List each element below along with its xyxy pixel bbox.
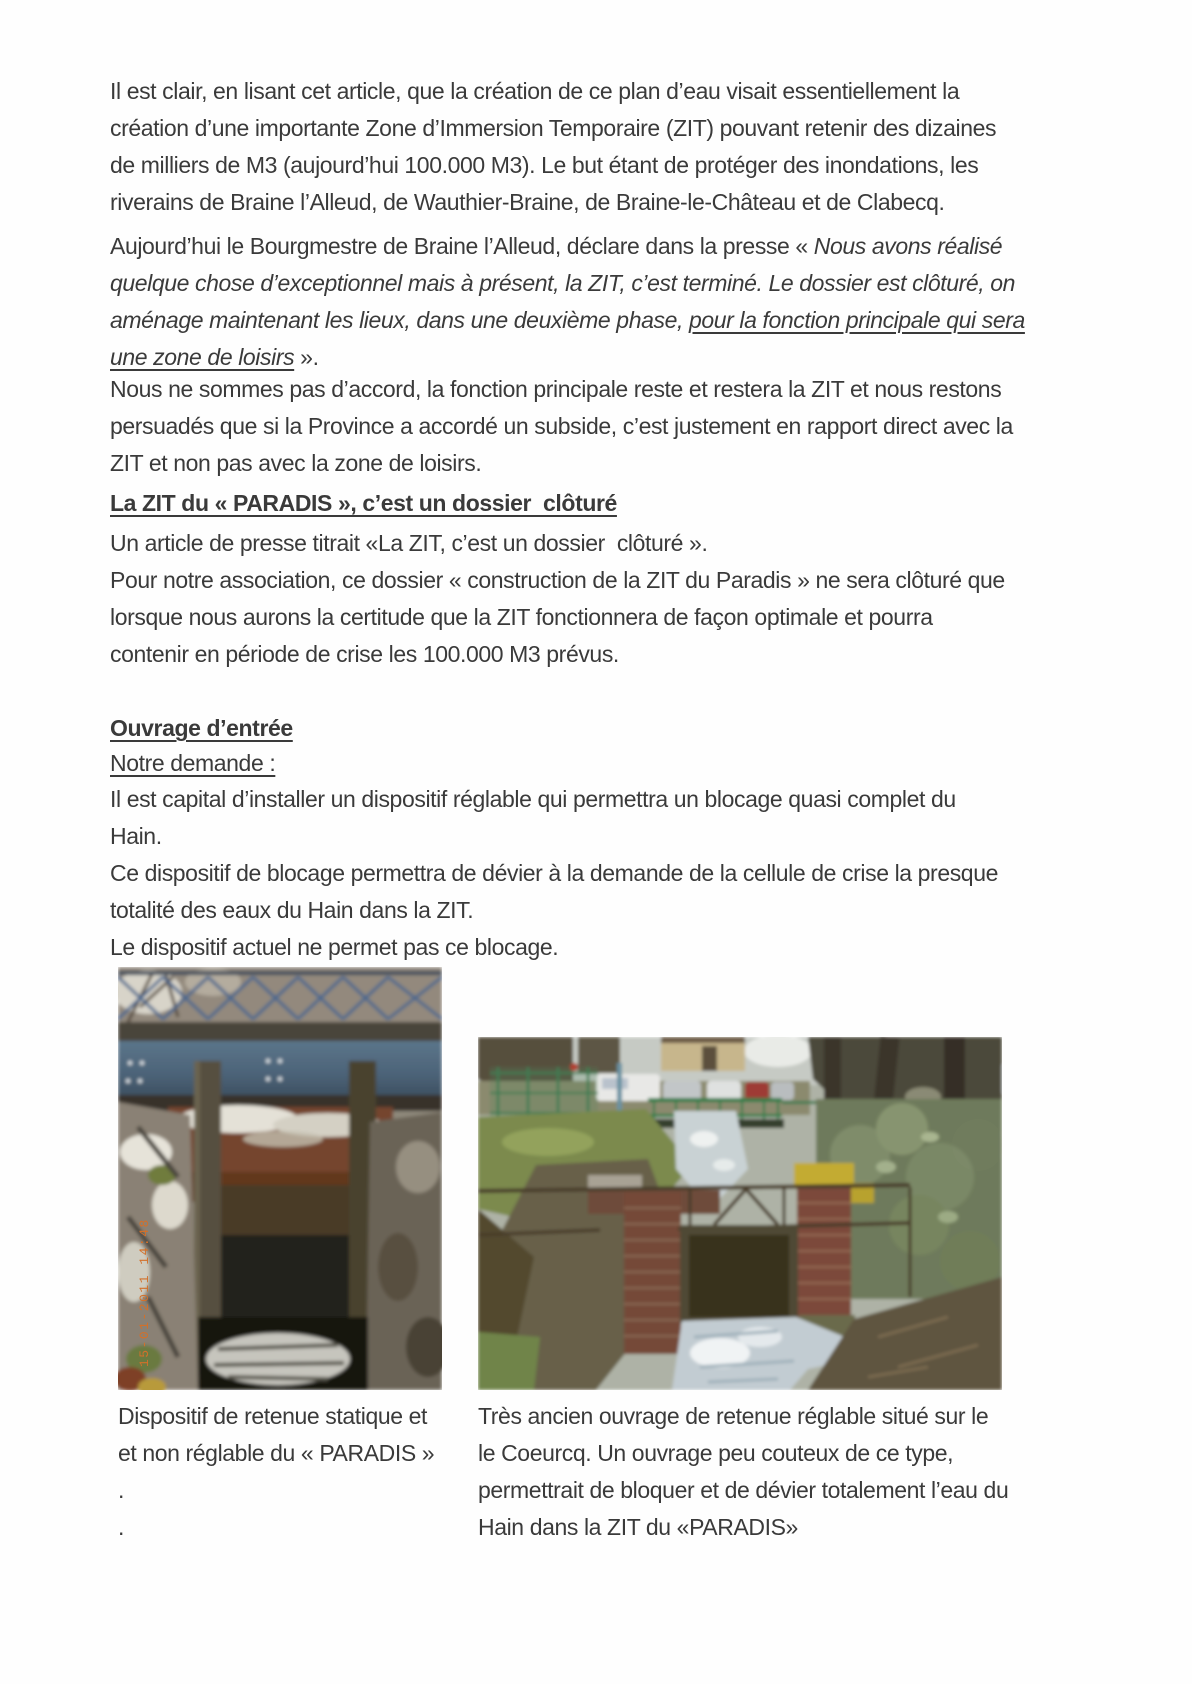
quote-italic-text: quelque chose d’exceptionnel mais à présent, la ZIT, c’est terminé. Le dossier est clôturé, on — [110, 270, 1016, 296]
body-text-line: ZIT et non pas avec la zone de loisirs. — [110, 450, 482, 476]
quote-underlined-text: pour la fonction principale qui sera — [688, 307, 1025, 333]
caption-line: . — [118, 1514, 124, 1540]
subheading-notre-demande: Notre demande : — [110, 750, 276, 776]
body-text-line: Il est capital d’installer un dispositif réglable qui permettra un blocage quasi complet du — [110, 786, 956, 812]
body-text-line: totalité des eaux du Hain dans la ZIT. — [110, 897, 474, 923]
body-text-line — [110, 228, 1025, 265]
photo-adjustable-retention-illustration — [478, 1037, 1002, 1390]
body-text-line: Nous ne sommes pas d’accord, la fonction principale reste et restera la ZIT et nous restons — [110, 376, 1002, 402]
paragraph-plan-eau — [110, 73, 996, 221]
caption-line: . — [118, 1477, 124, 1503]
quote-italic-text: aménage maintenant les lieux, dans une deuxième phase, — [110, 307, 689, 333]
body-text-line: Le dispositif actuel ne permet pas ce blocage. — [110, 934, 559, 960]
quote-italic-text: Nous avons réalisé — [813, 233, 1003, 259]
paragraph-desaccord — [110, 371, 1013, 482]
caption-photo-left — [118, 1398, 458, 1546]
body-text-line — [110, 302, 1025, 339]
body-text-line: Ce dispositif de blocage permettra de dévier à la demande de la cellule de crise la presque — [110, 860, 998, 886]
paragraph-bourgmestre-quote — [110, 228, 1025, 376]
caption-line: Hain dans la ZIT du «PARADIS» — [478, 1514, 798, 1540]
body-text-line: persuadés que si la Province a accordé un subside, c’est justement en rapport direct avec la — [110, 413, 1013, 439]
quote-underlined-text: une zone de loisirs — [110, 344, 295, 370]
body-text-line: création d’une importante Zone d’Immersion Temporaire (ZIT) pouvant retenir des dizaines — [110, 115, 997, 141]
section-heading-ouvrage-entree: Ouvrage d’entrée — [110, 715, 293, 741]
quote-intro-text: Aujourd’hui le Bourgmestre de Braine l’Alleud, déclare dans la presse « — [110, 233, 814, 259]
caption-line: et non réglable du « PARADIS » — [118, 1440, 435, 1466]
paragraph-dossier-cloture — [110, 525, 1005, 673]
body-text-line: Pour notre association, ce dossier « construction de la ZIT du Paradis » ne sera clôturé que — [110, 567, 1005, 593]
body-text-line — [110, 265, 1025, 302]
body-text-line: Il est clair, en lisant cet article, que la création de ce plan d’eau visait essentiellement la — [110, 78, 960, 104]
caption-line: le Coeurcq. Un ouvrage peu couteux de ce type, — [478, 1440, 954, 1466]
caption-photo-right — [478, 1398, 1018, 1546]
caption-line: permettrait de bloquer et de dévier totalement l’eau du — [478, 1477, 1009, 1503]
body-text-line: Hain. — [110, 823, 162, 849]
quote-closing-text: ». — [294, 344, 319, 370]
body-text-line: riverains de Braine l’Alleud, de Wauthier-Braine, de Braine-le-Château et de Clabecq. — [110, 189, 945, 215]
body-text-line: lorsque nous aurons la certitude que la ZIT fonctionnera de façon optimale et pourra — [110, 604, 933, 630]
photo-timestamp: 15-01-2011 14:48 — [137, 1218, 152, 1367]
caption-line: Dispositif de retenue statique et — [118, 1403, 427, 1429]
caption-line: Très ancien ouvrage de retenue réglable situé sur le — [478, 1403, 989, 1429]
photo-adjustable-retention-structure — [478, 1037, 1002, 1390]
body-text-line: Un article de presse titrait «La ZIT, c’est un dossier clôturé ». — [110, 530, 708, 556]
photo-static-retention-device — [118, 967, 442, 1390]
body-text-line: de milliers de M3 (aujourd’hui 100.000 M3). Le but étant de protéger des inondations, les — [110, 152, 979, 178]
body-text-line: contenir en période de crise les 100.000 M3 prévus. — [110, 641, 619, 667]
section-heading-dossier-cloture: La ZIT du « PARADIS », c’est un dossier clôturé — [110, 490, 617, 516]
photo-static-retention-illustration — [118, 967, 442, 1390]
paragraph-dispositif-blocage — [110, 781, 998, 966]
